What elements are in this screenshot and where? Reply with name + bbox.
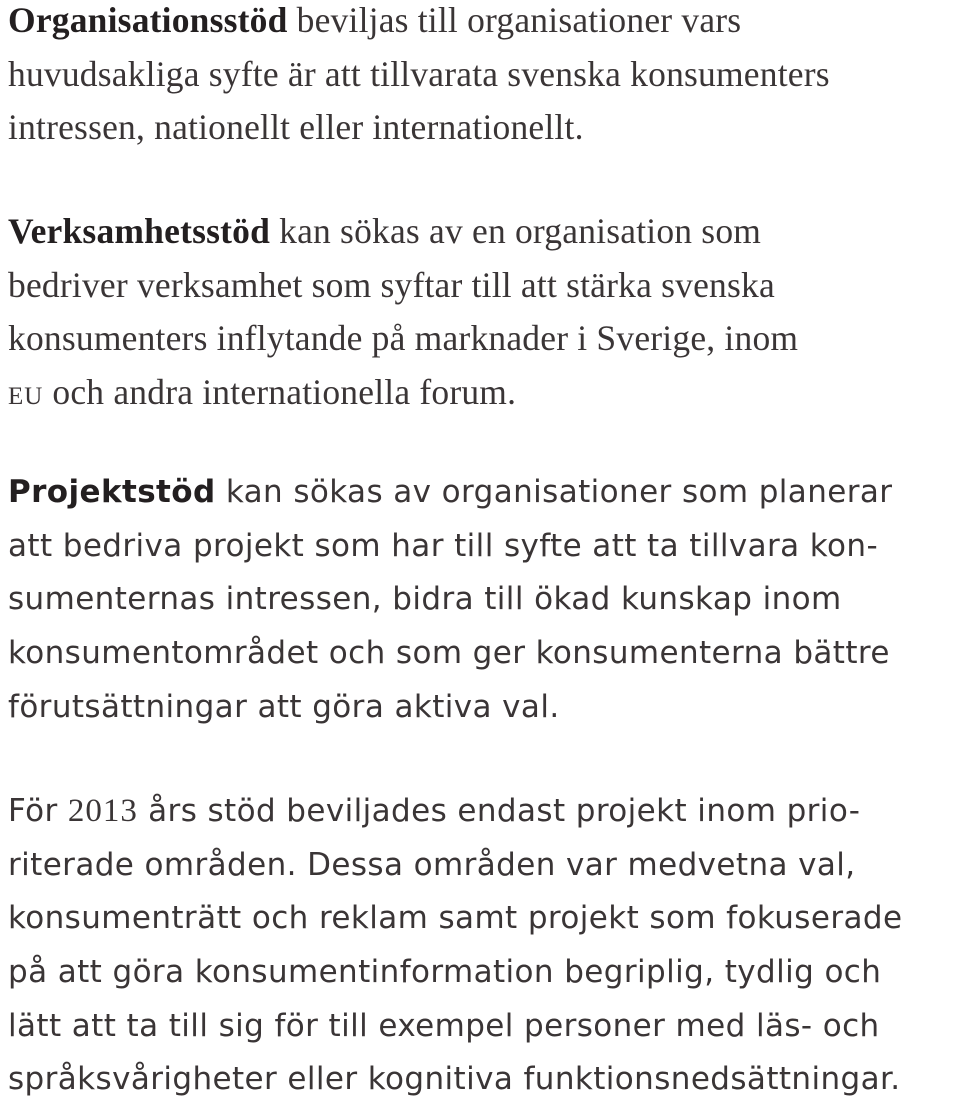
text-line bbox=[8, 0, 830, 48]
text-run: och andra internationella forum. bbox=[43, 372, 517, 413]
text-run: kan sökas av organisationer som planerar bbox=[215, 474, 893, 510]
text-line: riterade områden. Dessa områden var medvetna val, bbox=[8, 846, 856, 883]
text-run: kan sökas av en organisation som bbox=[270, 211, 762, 251]
text-line: att bedriva projekt som har till syfte att ta tillvara kon- bbox=[8, 527, 879, 564]
text-line bbox=[8, 366, 798, 420]
text-line: lätt att ta till sig för till exempel personer med läs- och bbox=[8, 1007, 880, 1044]
text-line: sumenternas intressen, bidra till ökad kunskap inom bbox=[8, 581, 842, 618]
eu-abbreviation: eu bbox=[8, 372, 44, 413]
text-run: För bbox=[8, 793, 68, 829]
text-line: språksvårigheter eller kognitiva funktionsnedsättningar. bbox=[8, 1061, 901, 1098]
text-run: beviljas till organisationer vars bbox=[287, 0, 742, 40]
text-run: års stöd beviljades endast projekt inom prio- bbox=[137, 793, 861, 829]
paragraph-verksamhetsstod bbox=[8, 205, 798, 420]
term-organisationsstod: Organisationsstöd bbox=[8, 0, 288, 40]
paragraph-projektstod bbox=[8, 466, 892, 734]
text-line: konsumentområdet och som ger konsumenterna bättre bbox=[8, 635, 890, 672]
term-projektstod: Projektstöd bbox=[8, 474, 216, 510]
term-verksamhetsstod: Verksamhetsstöd bbox=[8, 211, 271, 251]
text-line bbox=[8, 205, 798, 259]
text-line: intressen, nationellt eller internationellt. bbox=[8, 107, 584, 148]
text-line bbox=[8, 785, 902, 839]
paragraph-2013-stod bbox=[8, 785, 902, 1107]
text-line: konsumenträtt och reklam samt projekt som fokuserade bbox=[8, 900, 903, 937]
paragraph-organisationsstod bbox=[8, 0, 830, 155]
text-line bbox=[8, 466, 892, 520]
text-line: konsumenters inflytande på marknader i Sverige, inom bbox=[8, 318, 799, 359]
text-line: förutsättningar att göra aktiva val. bbox=[8, 688, 560, 725]
text-line: på att göra konsumentinformation begriplig, tydlig och bbox=[8, 954, 882, 991]
text-line: bedriver verksamhet som syftar till att stärka svenska bbox=[8, 264, 775, 305]
text-line: huvudsakliga syfte är att tillvarata svenska konsumenters bbox=[8, 53, 830, 94]
year-number: 2013 bbox=[67, 793, 138, 829]
